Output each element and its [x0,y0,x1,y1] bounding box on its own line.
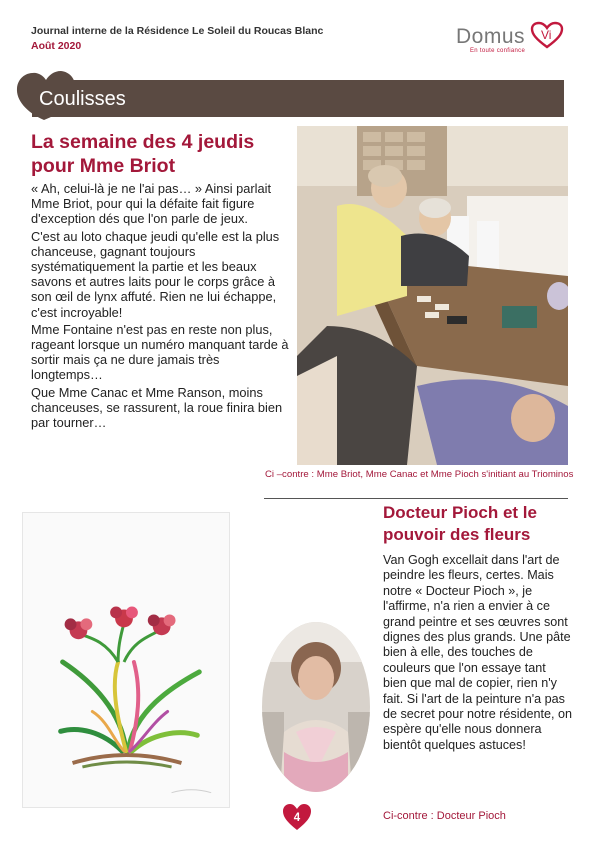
domusvi-logo [452,19,572,63]
issue-date: Août 2020 [31,40,82,52]
flower-painting-image [22,512,230,808]
article2-body: Van Gogh excellait dans l'art de peindre les fleurs, certes. Mais notre « Docteur Pioch », je l'affirme, n'a rien a envier à ce grand peintre et ses œuvres sont dignes des plus grands. Une pâte bien à elle, des touches de couleurs que l'on essaye tant bien que mal de copier, rien n'y fait. Si l'art de la peinture n'a pas de secret pour notre résidente, on espère qu'elle nous donnera bientôt quelques astuces! [383,553,573,752]
logo-tagline: En toute confiance [470,48,526,54]
article1-paragraph: Que Mme Canac et Mme Ranson, moins chanceuses, se rassurent, la roue finira bien par tourner… [31,384,283,431]
article1-paragraph: « Ah, celui-là je ne l'ai pas… » Ainsi parlait Mme Briot, pour qui la défaite fait figure d'exception dés que l'on parle de jeux. [31,181,272,227]
photo-caption: Ci –contre : Mme Briot, Mme Canac et Mme Pioch s'initiant au Triominos [265,469,574,480]
logo-heart-icon [530,21,564,49]
portrait-caption: Ci-contre : Docteur Pioch [383,810,506,822]
article1-title: La semaine des 4 jeudis pour Mme Briot [31,131,255,177]
section-label: Coulisses [39,88,126,110]
article2-title: Docteur Pioch et le pouvoir des fleurs [383,503,537,544]
article1-paragraph: C'est au loto chaque jeudi qu'elle est la plus chanceuse, gagnant toujours systématiquement la partie et les beaux savons et autres laits pour le corps grâce à son œil de lynx affuté. Rien ne lui échappe, c'est incroyable! [31,228,280,320]
article1-body [31,181,289,432]
page-number: 4 [293,812,301,824]
docteur-pioch-portrait [262,622,370,792]
article1-paragraph: Mme Fontaine n'est pas en reste non plus, rageant lorsque un numéro manquant tarde à sortir mais ça ne dure jamais très longtemps… [31,321,289,383]
svg-text:Vi: Vi [541,28,552,42]
triominos-game-photo [297,126,568,465]
journal-title: Journal interne de la Résidence Le Soleil du Roucas Blanc [31,25,324,37]
article-divider [264,498,568,499]
logo-wordmark: Domus [456,25,526,48]
